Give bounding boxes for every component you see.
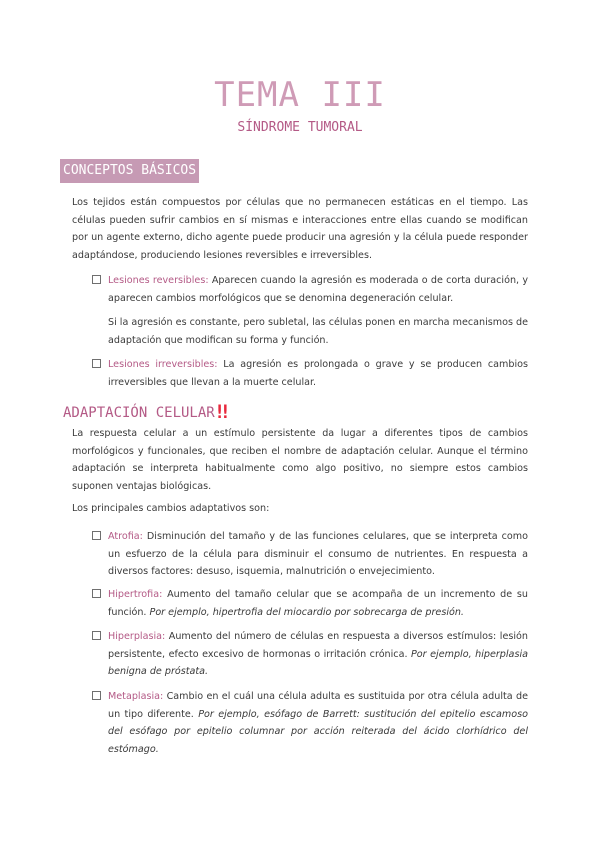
adaptation-paragraph: La respuesta celular a un estímulo persistente da lugar a diferentes tipos de cambios morfológicos y funcionales, que reciben el nombre de adaptación celular. Aunque el término adaptación se interpreta habitualmente como algo positivo, no siempre estos cambios suponen ventajas biológicas. (72, 428, 528, 492)
intro-paragraph: Los tejidos están compuestos por células que no permanecen estáticas en el tiempo. Las células pueden sufrir cambios en sí mismas e interacciones entre ellas cuando se modifican por un agente externo, dicho agente puede producir una agresión y la célula puede responder adaptándose, produciendo lesiones reversibles e irreversibles. (72, 197, 528, 261)
checkbox[interactable] (92, 275, 101, 284)
checkbox[interactable] (92, 359, 101, 368)
term-label: Lesiones irreversibles: (108, 359, 218, 370)
section-heading-text: ADAPTACIÓN CELULAR (63, 405, 215, 421)
term-label: Atrofia: (108, 531, 143, 542)
list-item-atrofia (92, 528, 528, 581)
list-item-irreversibles (92, 356, 528, 391)
list-item-reversibles (92, 272, 528, 307)
item-text: Disminución del tamaño y de las funciones celulares, que se interpreta como un esfuerzo de la célula para disminuir el consumo de nutrientes. En respuesta a diversos factores: desuso, isquemia, malnutrición o envejecimiento. (108, 531, 528, 578)
checkbox[interactable] (92, 691, 101, 700)
checkbox[interactable] (92, 531, 101, 540)
item-text: Aumento del tamaño celular que se acompaña de un incremento de su función. (108, 589, 528, 618)
page-title: TEMA III (214, 74, 386, 115)
term-label: Hiperplasia: (108, 631, 166, 642)
section-heading-adaptacion (63, 402, 228, 423)
term-label: Lesiones reversibles: (108, 275, 209, 286)
checkbox[interactable] (92, 589, 101, 598)
item-example: Por ejemplo, hipertrofia del miocardio por sobrecarga de presión. (149, 606, 464, 618)
lead-text: Los principales cambios adaptativos son: (72, 503, 270, 514)
item-example: Por ejemplo, esófago de Barrett: sustitución del epitelio escamoso del esófago por epitelio columnar por acción reiterada del ácido clorhídrico del estómago. (108, 708, 528, 755)
list-item-hiperplasia (92, 628, 528, 681)
double-exclamation-icon: ‼ (216, 401, 229, 423)
term-label: Metaplasia: (108, 691, 164, 702)
item-text: Cambio en el cuál una célula adulta es sustituida por otra célula adulta de un tipo diferente. (108, 691, 528, 720)
list-item-metaplasia (92, 688, 528, 758)
item-text: Aumento del número de células en respuesta a diversos estímulos: lesión persistente, efecto excesivo de hormonas o irritación crónica. (108, 631, 528, 660)
section-heading-conceptos: CONCEPTOS BÁSICOS (60, 159, 199, 183)
checkbox[interactable] (92, 631, 101, 640)
term-label: Hipertrofia: (108, 589, 163, 600)
item-text: La agresión es prolongada o grave y se producen cambios irreversibles que llevan a la muerte celular. (108, 359, 529, 388)
list-item-hipertrofia (92, 586, 528, 621)
page-subtitle: SÍNDROME TUMORAL (237, 120, 363, 135)
item-text: Aparecen cuando la agresión es moderada o de corta duración, y aparecen cambios morfológicos que se denomina degeneración celular. (108, 275, 529, 304)
sub-paragraph: Si la agresión es constante, pero subletal, las células ponen en marcha mecanismos de adaptación que modifican su forma y función. (108, 317, 528, 346)
item-example: Por ejemplo, hiperplasia benigna de próstata. (108, 648, 528, 678)
